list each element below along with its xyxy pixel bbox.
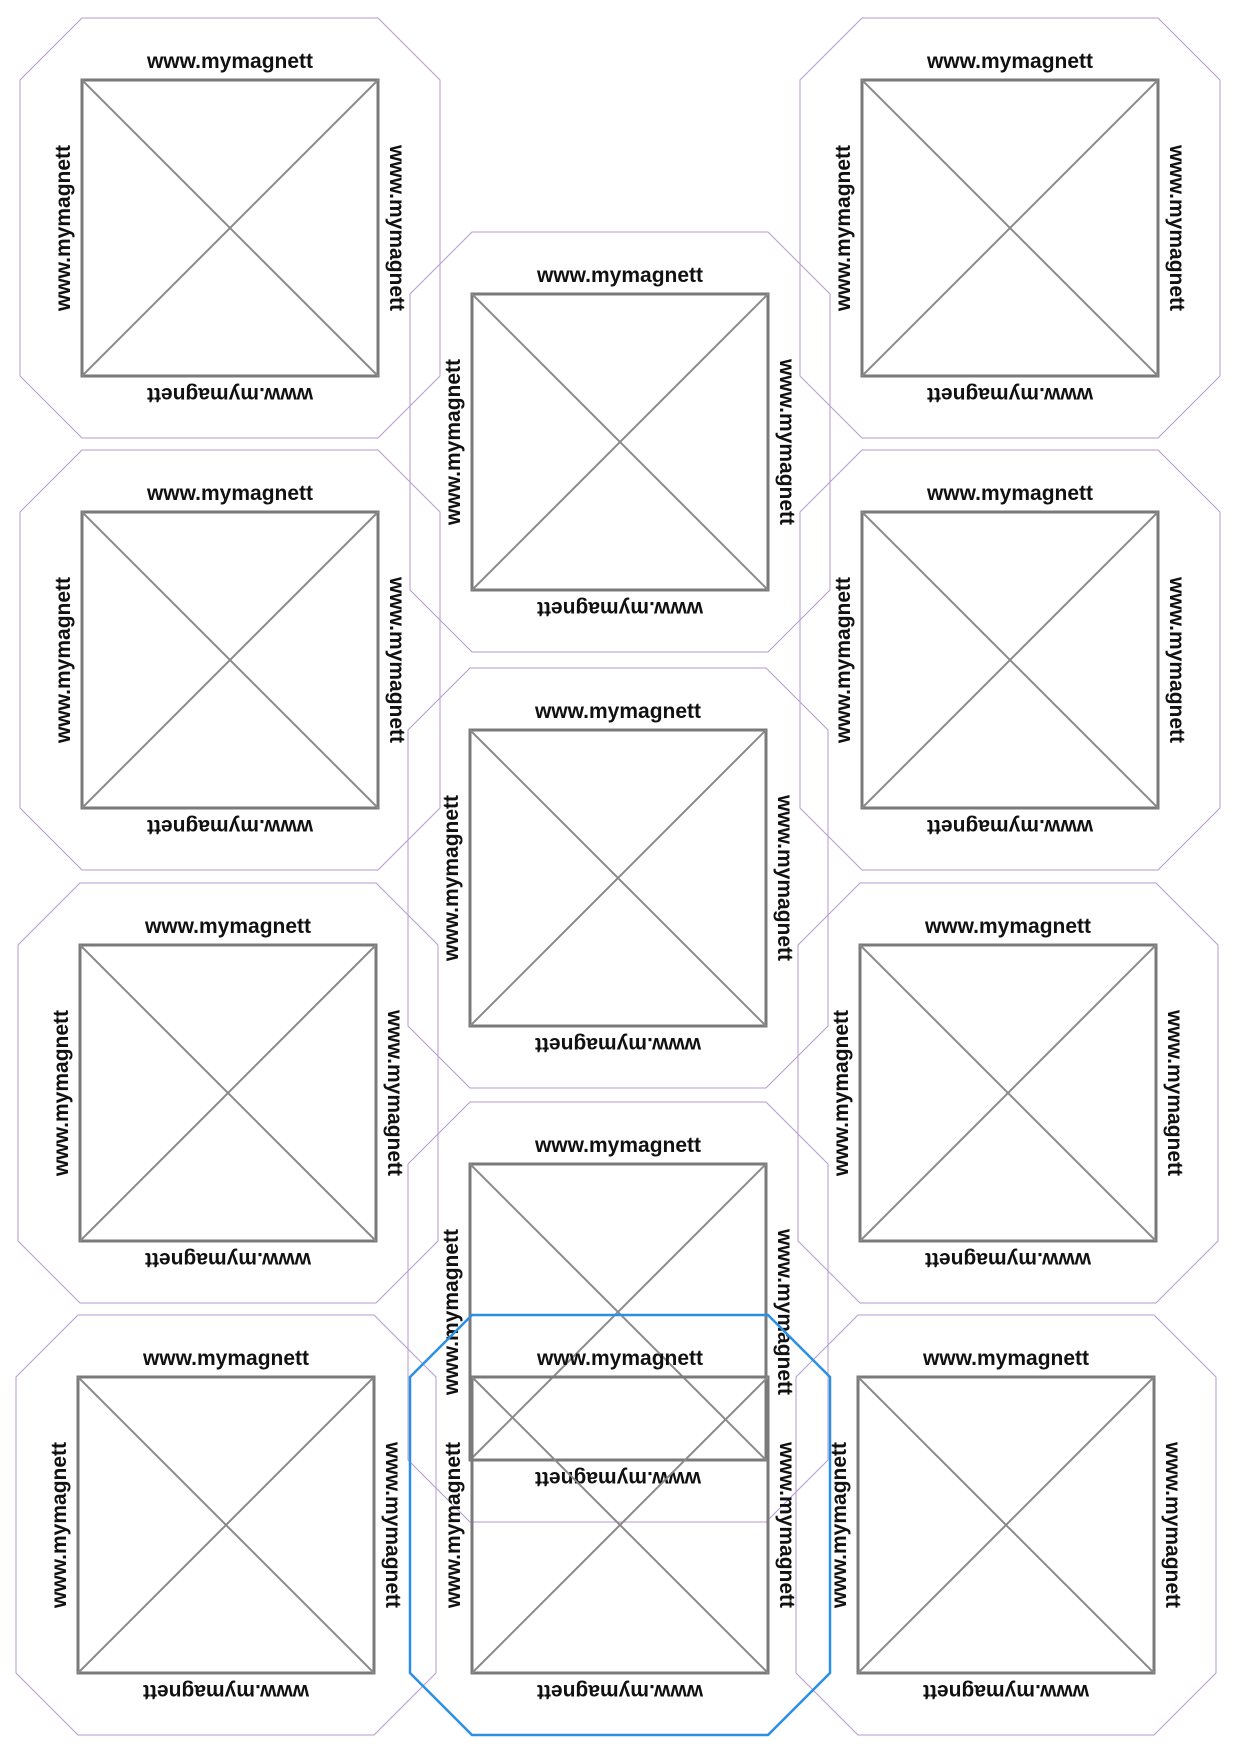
label-left: www.mymagnett [830, 1009, 853, 1177]
label-bottom: www.mymagnett [922, 1680, 1090, 1703]
magnet-tile[interactable] [408, 668, 828, 1088]
label-right: www.mymagnett [1161, 1441, 1184, 1609]
label-top: www.mymagnett [922, 1347, 1090, 1370]
label-bottom: www.mymagnett [142, 1680, 310, 1703]
label-right: www.mymagnett [385, 144, 408, 312]
label-right: www.mymagnett [385, 576, 408, 744]
label-right: www.mymagnett [773, 794, 796, 962]
label-bottom: www.mymagnett [534, 1467, 702, 1490]
magnet-tile[interactable] [20, 450, 440, 870]
label-bottom: www.mymagnett [536, 597, 704, 620]
label-bottom: www.mymagnett [924, 1248, 1092, 1271]
magnet-tile[interactable] [16, 1315, 436, 1735]
label-left: www.mymagnett [52, 144, 75, 312]
label-bottom: www.mymagnett [144, 1248, 312, 1271]
label-bottom: www.mymagnett [536, 1680, 704, 1703]
label-top: www.mymagnett [142, 1347, 310, 1370]
label-left: www.mymagnett [440, 1228, 463, 1396]
label-left: www.mymagnett [440, 794, 463, 962]
label-top: www.mymagnett [146, 482, 314, 505]
magnet-tile[interactable] [800, 450, 1220, 870]
magnet-tile-selected[interactable] [410, 1315, 830, 1735]
label-left: www.mymagnett [52, 576, 75, 744]
label-right: www.mymagnett [1165, 576, 1188, 744]
label-top: www.mymagnett [144, 915, 312, 938]
label-right: www.mymagnett [775, 1441, 798, 1609]
label-top: www.mymagnett [536, 264, 704, 287]
label-left: www.mymagnett [442, 1441, 465, 1609]
label-left: www.mymagnett [50, 1009, 73, 1177]
magnet-tile[interactable] [796, 1315, 1216, 1735]
label-top: www.mymagnett [534, 700, 702, 723]
label-bottom: www.mymagnett [534, 1033, 702, 1056]
magnet-tile[interactable] [798, 883, 1218, 1303]
label-bottom: www.mymagnett [926, 383, 1094, 406]
label-top: www.mymagnett [924, 915, 1092, 938]
label-left: www.mymagnett [442, 358, 465, 526]
label-right: www.mymagnett [383, 1009, 406, 1177]
label-top: www.mymagnett [926, 50, 1094, 73]
label-top: www.mymagnett [146, 50, 314, 73]
magnet-tile[interactable] [800, 18, 1220, 438]
label-top: www.mymagnett [926, 482, 1094, 505]
label-bottom: www.mymagnett [146, 383, 314, 406]
label-top: www.mymagnett [536, 1347, 704, 1370]
label-right: www.mymagnett [381, 1441, 404, 1609]
label-left: www.mymagnett [828, 1441, 851, 1609]
magnet-tile[interactable] [410, 232, 830, 652]
label-top: www.mymagnett [534, 1134, 702, 1157]
label-left: www.mymagnett [832, 576, 855, 744]
label-left: www.mymagnett [832, 144, 855, 312]
label-right: www.mymagnett [775, 358, 798, 526]
label-right: www.mymagnett [1163, 1009, 1186, 1177]
magnet-tile[interactable] [20, 18, 440, 438]
label-bottom: www.mymagnett [926, 815, 1094, 838]
label-right: www.mymagnett [773, 1228, 796, 1396]
label-left: www.mymagnett [48, 1441, 71, 1609]
label-right: www.mymagnett [1165, 144, 1188, 312]
label-bottom: www.mymagnett [146, 815, 314, 838]
magnet-tile[interactable] [18, 883, 438, 1303]
